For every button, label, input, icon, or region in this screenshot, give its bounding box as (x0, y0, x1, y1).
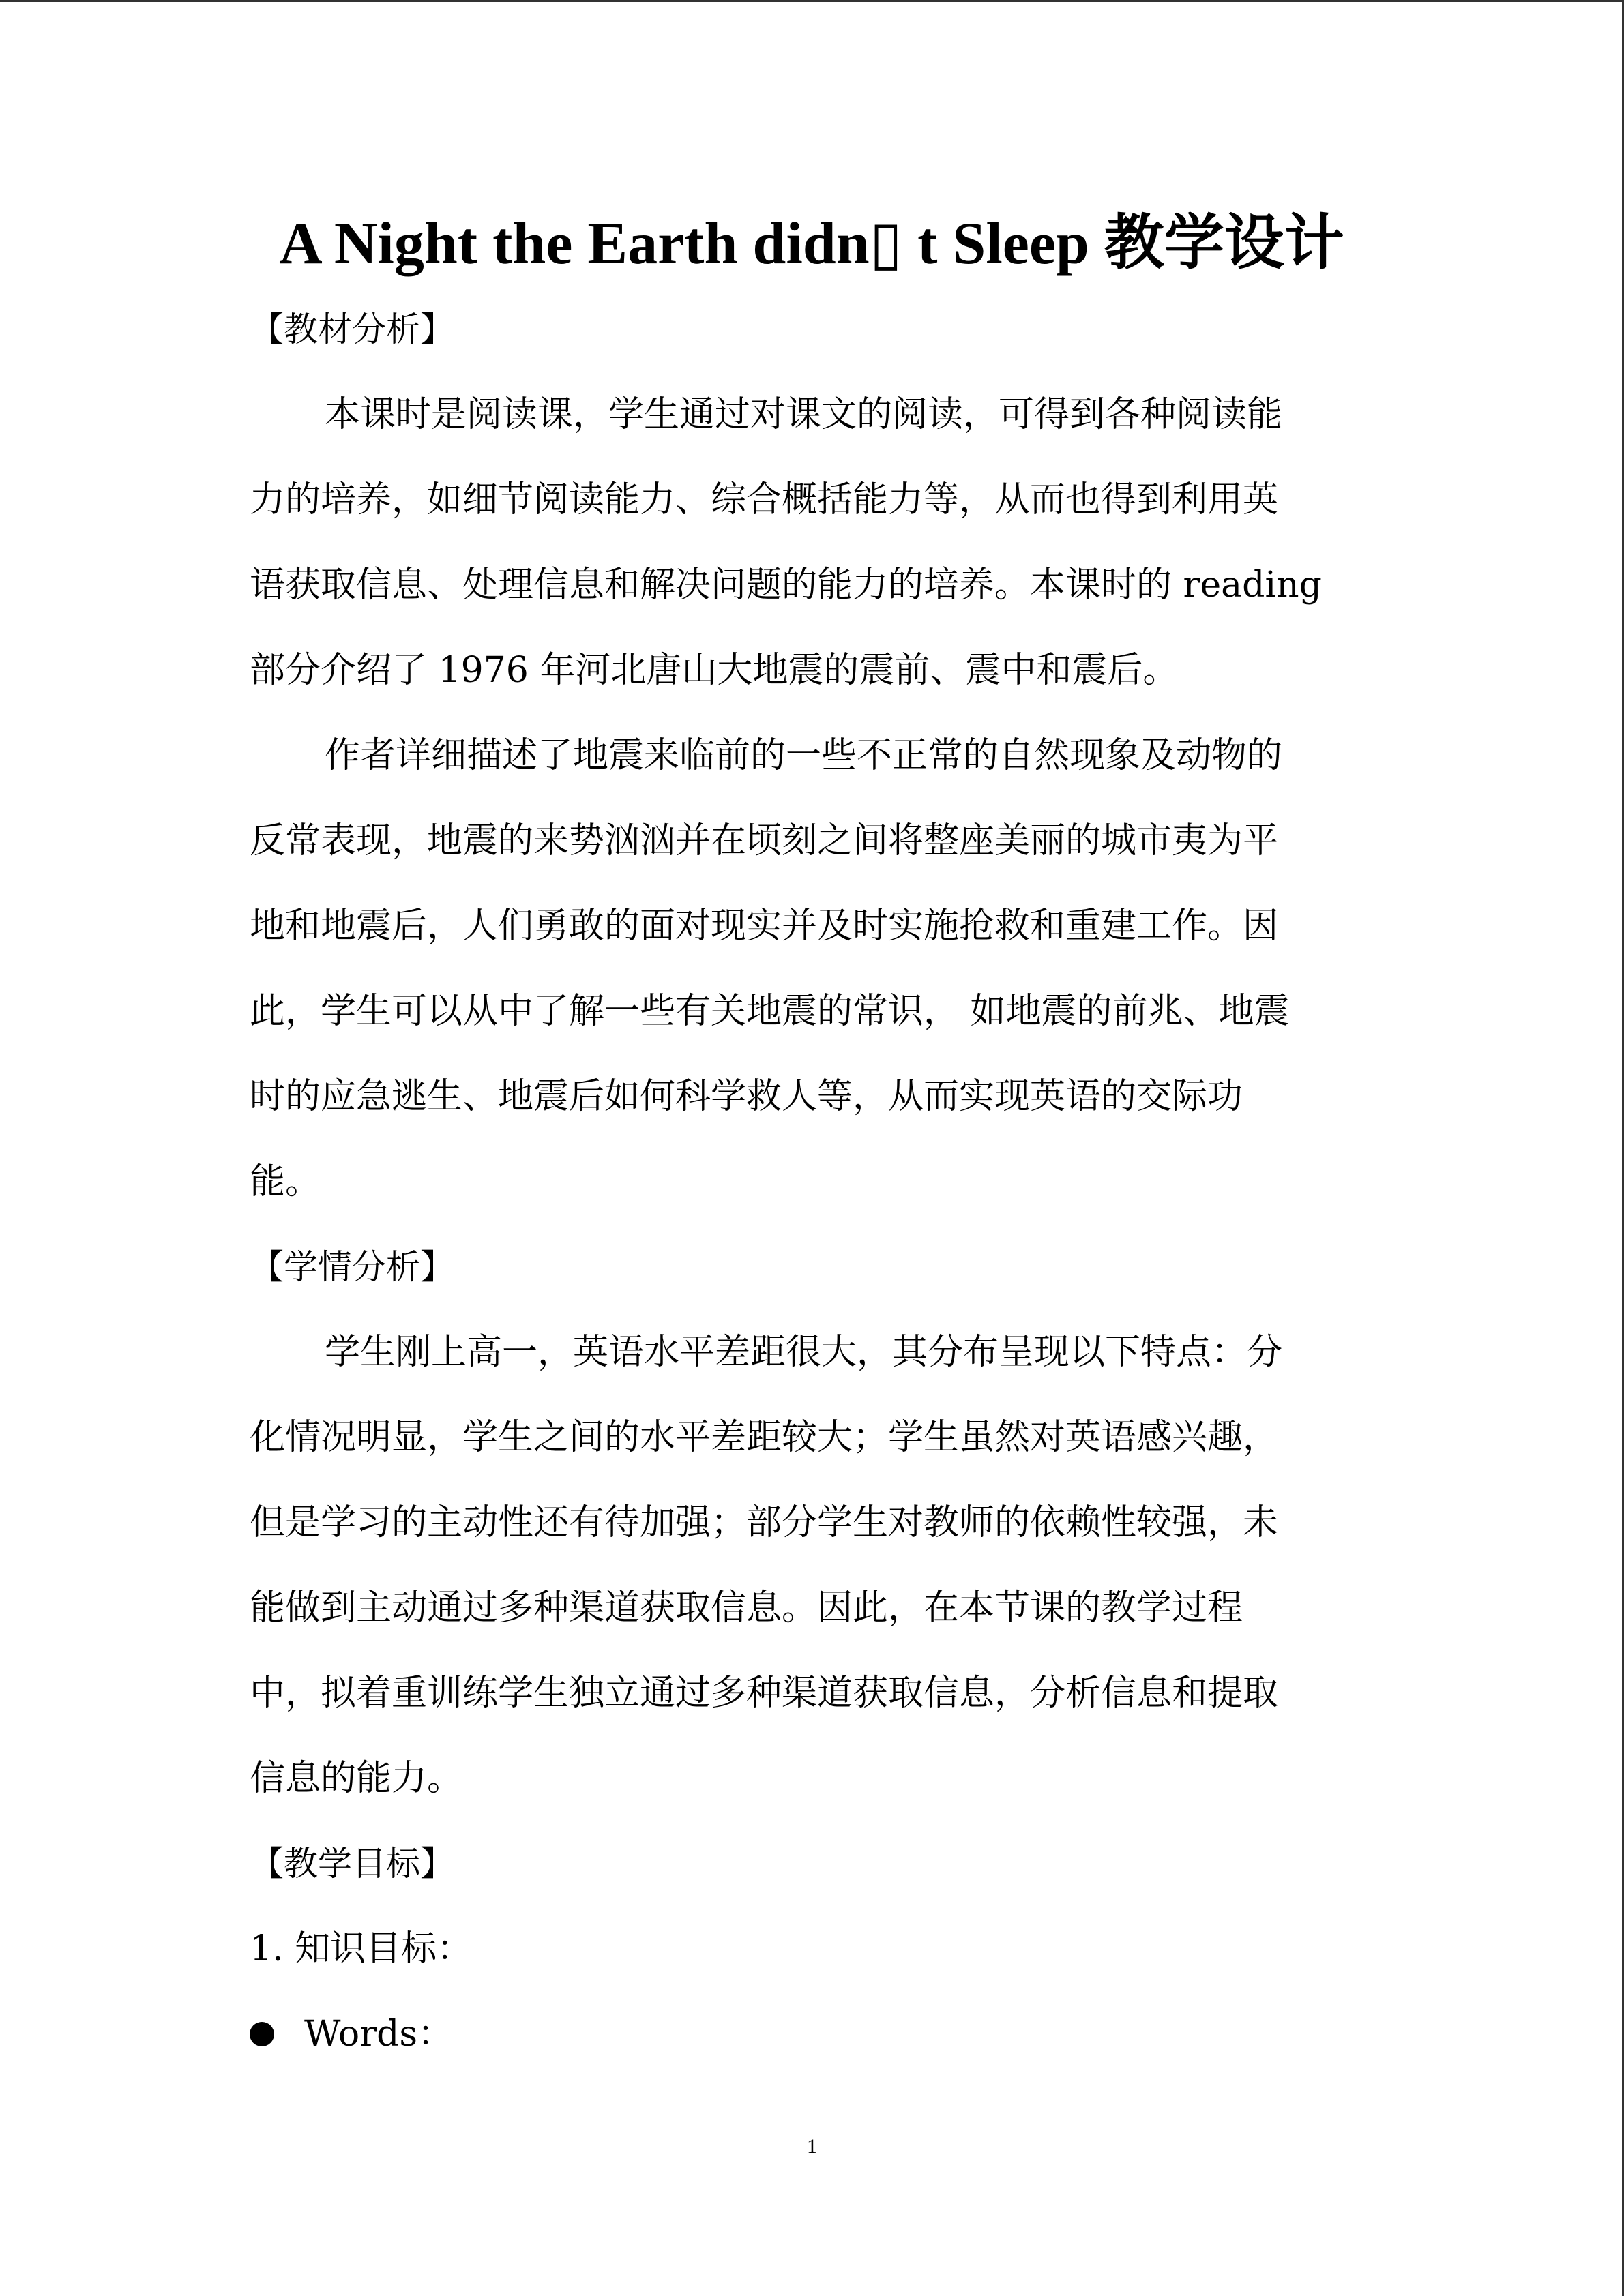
paragraph-line: 力的培养，如细节阅读能力、综合概括能力等，从而也得到利用英 (250, 479, 1279, 520)
paragraph-line: 化情况明显，学生之间的水平差距较大；学生虽然对英语感兴趣， (250, 1417, 1279, 1458)
paragraph-line: 能。 (250, 1161, 321, 1202)
paragraph-line: 此，学生可以从中了解一些有关地震的常识， 如地震的前兆、地震 (250, 991, 1290, 1032)
paragraph-line: 部分介绍了 1976 年河北唐山大地震的震前、震中和震后。 (250, 650, 1179, 691)
list-item: 1. 知识目标： (250, 1928, 473, 1969)
paragraph-line: 学生刚上高一，英语水平差距很大，其分布呈现以下特点：分 (325, 1332, 1283, 1373)
paragraph-line: 中，拟着重训练学生独立通过多种渠道获取信息，分析信息和提取 (250, 1673, 1279, 1714)
bullet-item-label: Words： (304, 2014, 454, 2055)
section-heading-student-analysis: 【学情分析】 (250, 1247, 454, 1287)
paragraph-line: 反常表现，地震的来势汹汹并在顷刻之间将整座美丽的城市夷为平 (250, 820, 1279, 861)
section-heading-teaching-goals: 【教学目标】 (250, 1844, 454, 1883)
paragraph-line: 能做到主动通过多种渠道获取信息。因此，在本节课的教学过程 (250, 1587, 1243, 1628)
paragraph-line: 作者详细描述了地震来临前的一些不正常的自然现象及动物的 (325, 735, 1283, 776)
paragraph-line: 本课时是阅读课，学生通过对课文的阅读，可得到各种阅读能 (325, 394, 1283, 435)
bullet-item (250, 2007, 453, 2061)
paragraph-line: 时的应急逃生、地震后如何科学救人等，从而实现英语的交际功 (250, 1076, 1243, 1117)
bullet-dot-icon (250, 2022, 274, 2046)
document-title: A Night the Earth didn▯ t Sleep 教学设计 (279, 211, 1344, 277)
paragraph-line: 语获取信息、处理信息和解决问题的能力的培养。本课时的 reading (250, 565, 1322, 606)
paragraph-line: 但是学习的主动性还有待加强；部分学生对教师的依赖性较强，未 (250, 1502, 1279, 1543)
paragraph-line: 地和地震后，人们勇敢的面对现实并及时实施抢救和重建工作。因 (250, 906, 1279, 946)
paragraph-line: 信息的能力。 (250, 1758, 463, 1799)
page-number: 1 (807, 2135, 817, 2158)
section-heading-textbook-analysis: 【教材分析】 (250, 310, 454, 349)
